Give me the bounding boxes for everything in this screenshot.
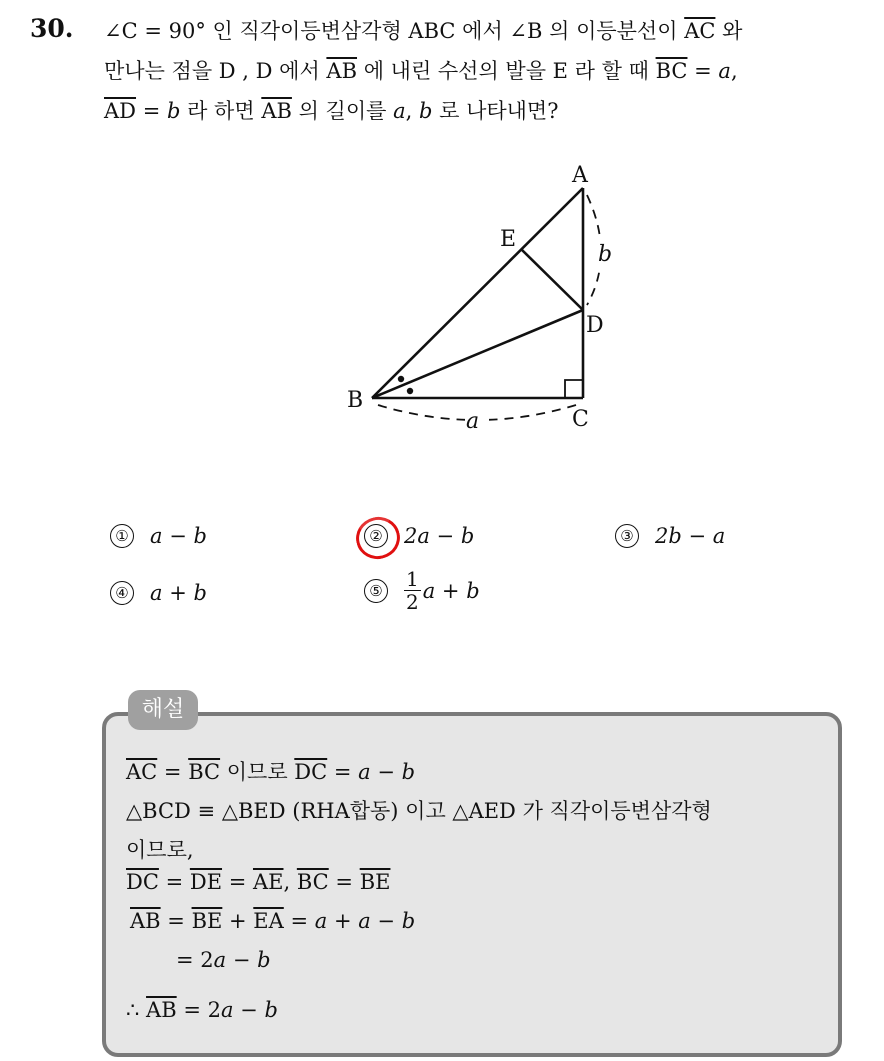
question-number: 30. — [30, 14, 74, 43]
choice-4-mark: ④ — [110, 581, 134, 605]
angle-dot-2 — [407, 388, 413, 394]
choice-2-mark: ② — [364, 524, 388, 548]
choice-5-text: a + b — [422, 578, 480, 603]
solution-line-6: = 2a − b — [176, 948, 271, 972]
label-e: E — [500, 227, 517, 252]
choice-5-denominator: 2 — [406, 590, 419, 614]
bisector-bd — [372, 310, 583, 398]
question-line-2: 만나는 점을 D , D 에서 $\overline{AB}$ 에 내린 수선의 발을 E 라 할 때 $\overline{BC} = a$, — [104, 59, 738, 83]
choice-2[interactable] — [364, 524, 474, 548]
question-line-1 — [104, 16, 742, 46]
label-b-vertex: B — [347, 388, 364, 413]
solution-line-2: △BCD ≡ △BED (RHA합동) 이고 △AED 가 직각이등변삼각형 — [126, 799, 712, 823]
choice-4-text: a + b — [150, 581, 207, 605]
choice-3-text: 2b − a — [655, 524, 726, 548]
label-side-b: b — [598, 242, 613, 267]
solution-line-4: $\overline{DC} = \overline{DE} = \overline{AE}$, $\overline{BC} = \overline{BE}$ — [126, 870, 391, 894]
solution-line-7: ∴ $\overline{AB} = 2a - b$ — [126, 998, 278, 1022]
solution-line-3: 이므로, — [126, 838, 194, 862]
label-d: D — [586, 313, 604, 338]
question-line-1-text: ∠C = 90° 인 직각이등변삼각형 ABC 에서 ∠B 의 이등분선이 $\overline{AC}$ 와 — [104, 19, 743, 43]
choice-1[interactable] — [110, 524, 207, 548]
choice-3-mark: ③ — [615, 524, 639, 548]
choice-1-text: a − b — [150, 524, 207, 548]
label-a-vertex: A — [572, 163, 588, 188]
choice-5-fraction — [404, 568, 421, 613]
choice-1-mark: ① — [110, 524, 134, 548]
choice-3[interactable] — [615, 524, 725, 548]
solution-line-1: $\overline{AC} = \overline{BC}$ 이므로 $\overline{DC} = a - b$ — [126, 760, 416, 784]
choice-5[interactable] — [364, 568, 480, 613]
choice-4[interactable] — [110, 581, 207, 605]
solution-line-5: $\overline{AB} = \overline{BE} + \overline{EA} = a + a - b$ — [130, 909, 416, 933]
label-c: C — [572, 407, 589, 432]
solution-tab: 해설 — [128, 690, 198, 730]
choice-5-numerator: 1 — [406, 567, 419, 591]
label-side-a: a — [466, 409, 480, 434]
right-angle-mark — [565, 380, 583, 398]
side-ab — [372, 188, 583, 398]
choice-5-mark: ⑤ — [364, 579, 388, 603]
triangle-figure — [330, 160, 630, 450]
question-line-3: $\overline{AD} = b$ 라 하면 $\overline{AB}$ 의 길이를 a, b 로 나타내면? — [104, 99, 559, 123]
perpendicular-de — [521, 249, 583, 310]
angle-dot-1 — [398, 376, 404, 382]
choice-2-text: 2a − b — [404, 524, 475, 548]
